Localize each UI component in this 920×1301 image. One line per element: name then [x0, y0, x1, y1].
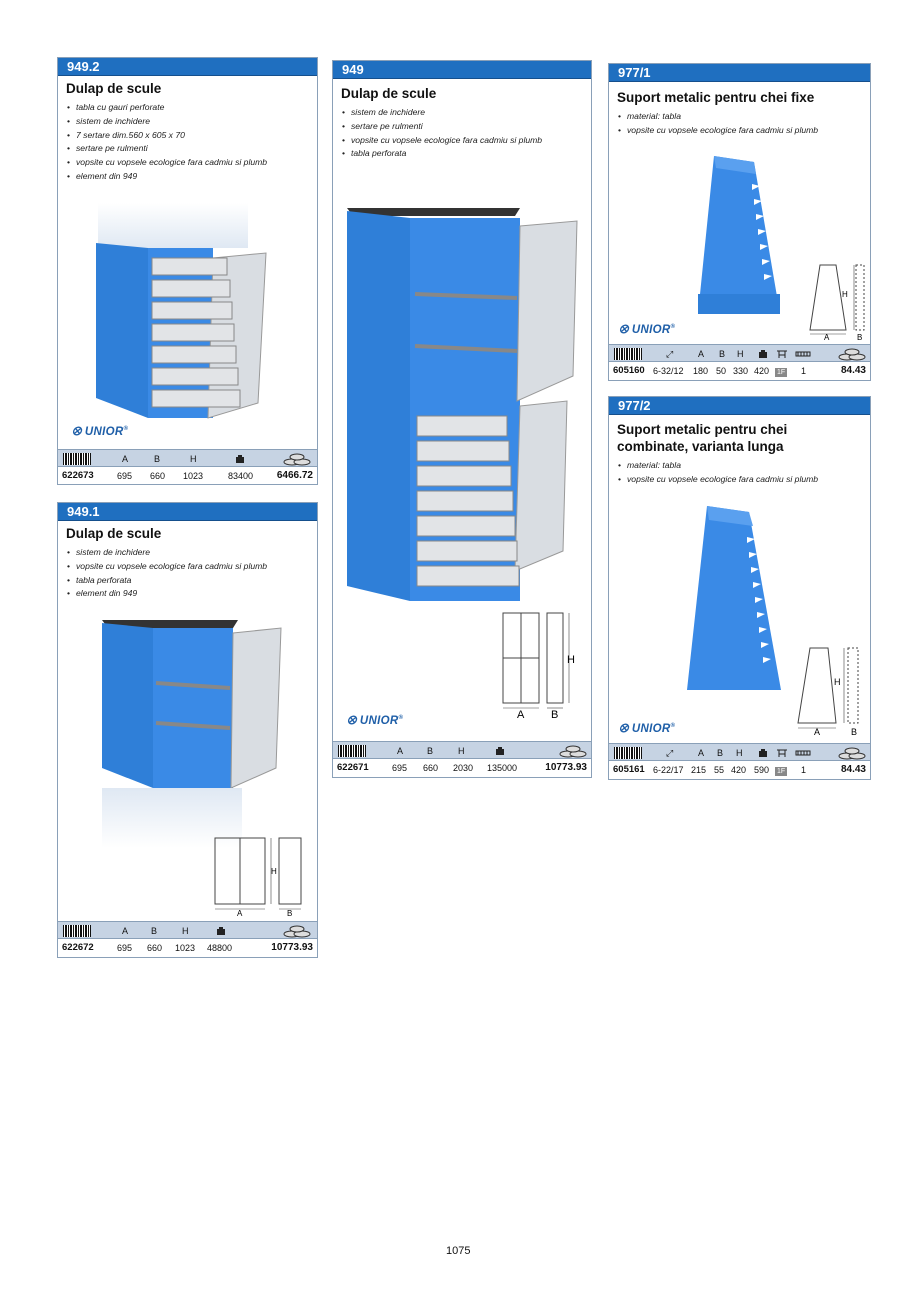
article-code: 605160: [613, 365, 645, 376]
coins-icon: [838, 746, 866, 760]
mount-type-cell: [775, 762, 787, 778]
column-a-header: A: [122, 926, 129, 936]
product-title: [609, 415, 870, 457]
spec-header-bar: [609, 344, 870, 362]
product-code-header: 977/1: [609, 64, 870, 82]
value-a: 695: [117, 471, 133, 481]
product-code-header: 949: [333, 61, 591, 79]
dimension-diagram: [213, 836, 313, 916]
feature-item: • vopsite cu vopsele ecologice fara cadmiu si plumb: [67, 560, 309, 574]
feature-item: • tabla perforata: [67, 574, 309, 588]
column-b-header: B: [719, 349, 726, 359]
dim-h-label: H: [567, 654, 575, 666]
article-code: 622671: [337, 762, 369, 773]
value-b: 660: [150, 471, 166, 481]
product-title: Suport metalic pentru chei fixe: [617, 90, 815, 105]
article-code: 622672: [62, 942, 94, 953]
unior-logo: ⭙ UNIOR®: [347, 715, 404, 727]
value-a: 695: [392, 763, 408, 773]
dim-b-label: B: [287, 909, 293, 916]
column-a-header: A: [698, 748, 705, 758]
column-b-header: B: [427, 746, 434, 756]
wrench-rack-image: [694, 154, 794, 324]
value-b: 660: [147, 943, 163, 953]
size-range-icon: ⤢: [666, 349, 674, 359]
value-quantity: 1: [801, 366, 807, 376]
barcode-icon: [614, 348, 642, 360]
unior-logo: ⭙ UNIOR®: [619, 723, 676, 735]
column-b-header: B: [717, 748, 724, 758]
coins-icon: [838, 347, 866, 361]
value-a: 215: [691, 765, 707, 775]
spec-header-bar: [609, 743, 870, 761]
feature-item: • sistem de inchidere: [67, 115, 309, 129]
product-card-977-2: [608, 396, 871, 780]
page-number: 1075: [446, 1245, 471, 1257]
column-h-header: H: [190, 454, 197, 464]
coins-icon: [283, 924, 311, 938]
weight-icon: [495, 746, 505, 756]
dim-b-label: B: [851, 727, 858, 737]
wrench-rack-image: [681, 502, 791, 697]
dim-a-label: A: [814, 727, 821, 737]
column-a-header: A: [397, 746, 404, 756]
feature-item: • 7 sertare dim.560 x 605 x 70: [67, 129, 309, 143]
feature-item: • vopsite cu vopsele ecologice fara cadmiu si plumb: [618, 473, 862, 487]
weight-icon: [758, 748, 768, 758]
spec-data-row: [333, 760, 591, 776]
product-title: Dulap de scule: [66, 526, 162, 541]
feature-item: • tabla perforata: [342, 147, 583, 161]
value-weight: 590: [754, 765, 770, 775]
dim-b-label: B: [857, 333, 863, 342]
coins-icon: [283, 452, 311, 466]
feature-item: • material: tabla: [618, 110, 862, 124]
barcode-icon: [614, 747, 642, 759]
column-h-header: H: [736, 748, 743, 758]
price: 84.43: [840, 365, 866, 376]
feature-list: [58, 544, 317, 601]
column-b-header: B: [151, 926, 158, 936]
value-h: 420: [731, 765, 747, 775]
cabinet-image: [98, 618, 288, 848]
feature-item: • element din 949: [67, 170, 309, 184]
wall-mount-icon: [776, 748, 788, 758]
value-b: 55: [714, 765, 725, 775]
wall-mount-icon: [776, 349, 788, 359]
mount-type-badge: 1F: [777, 369, 786, 376]
value-b: 660: [423, 763, 439, 773]
value-h: 2030: [453, 763, 474, 773]
feature-list: [609, 108, 870, 138]
product-code-header: 949.1: [58, 503, 317, 521]
weight-icon: [235, 454, 245, 464]
product-title-line-1: Suport metalic pentru chei: [617, 422, 788, 437]
product-code-header: 949.2: [58, 58, 317, 76]
feature-list: [333, 104, 591, 161]
feature-item: • tabla cu gauri perforate: [67, 101, 309, 115]
product-card-949-2: [57, 57, 318, 485]
wrench-count-icon: [795, 749, 811, 757]
feature-item: • vopsite cu vopsele ecologice fara cadmiu si plumb: [618, 124, 862, 138]
feature-item: • material: tabla: [618, 459, 862, 473]
unior-logo: ⭙ UNIOR®: [619, 324, 676, 336]
feature-list: [58, 99, 317, 184]
value-weight: 420: [754, 366, 770, 376]
dim-a-label: A: [824, 333, 830, 342]
feature-item: • vopsite cu vopsele ecologice fara cadmiu si plumb: [67, 156, 309, 170]
feature-item: • sistem de inchidere: [67, 546, 309, 560]
product-title: Dulap de scule: [66, 81, 162, 96]
value-h: 330: [733, 366, 749, 376]
mount-type-cell: [775, 363, 787, 379]
weight-icon: [216, 926, 226, 936]
price: 10773.93: [271, 942, 313, 953]
dim-h-label: H: [842, 290, 848, 299]
price: 10773.93: [545, 762, 587, 773]
value-weight: 135000: [487, 763, 518, 773]
drawer-cabinet-image: [88, 198, 288, 428]
spec-header-bar: [58, 921, 317, 939]
column-a-header: A: [122, 454, 129, 464]
article-code: 605161: [613, 764, 645, 775]
column-a-header: A: [698, 349, 705, 359]
full-cabinet-image: [345, 206, 585, 621]
price: 6466.72: [276, 470, 313, 481]
value-b: 50: [716, 366, 727, 376]
barcode-icon: [63, 453, 91, 465]
coins-icon: [559, 744, 587, 758]
value-a: 695: [117, 943, 133, 953]
weight-icon: [758, 349, 768, 359]
spec-data-row: [609, 762, 870, 778]
dim-h-label: H: [834, 677, 841, 687]
value-weight: 83400: [228, 471, 254, 481]
value-h: 1023: [175, 943, 196, 953]
value-quantity: 1: [801, 765, 807, 775]
dim-a-label: A: [237, 909, 243, 916]
spec-data-row: [58, 940, 317, 956]
dimension-diagram: [501, 611, 581, 721]
dim-h-label: H: [271, 867, 277, 876]
spec-header-bar: [333, 741, 591, 759]
column-h-header: H: [737, 349, 744, 359]
product-title-line-2: combinate, varianta lunga: [617, 439, 784, 454]
spec-data-row: [609, 363, 870, 379]
barcode-icon: [338, 745, 366, 757]
product-title: Dulap de scule: [341, 86, 437, 101]
column-h-header: H: [182, 926, 189, 936]
barcode-icon: [63, 925, 91, 937]
article-code: 622673: [62, 470, 94, 481]
size-range-icon: ⤢: [666, 748, 674, 758]
column-h-header: H: [458, 746, 465, 756]
value-h: 1023: [183, 471, 204, 481]
value-size-range: 6-32/12: [653, 366, 684, 376]
feature-item: • element din 949: [67, 587, 309, 601]
product-card-977-1: [608, 63, 871, 381]
column-b-header: B: [154, 454, 161, 464]
wrench-count-icon: [795, 350, 811, 358]
feature-item: • vopsite cu vopsele ecologice fara cadmiu si plumb: [342, 134, 583, 148]
feature-list: [609, 457, 870, 487]
dim-b-label: B: [551, 709, 559, 721]
feature-item: • sertare pe rulmenti: [67, 142, 309, 156]
value-weight: 48800: [207, 943, 233, 953]
product-card-949-1: [57, 502, 318, 958]
dim-a-label: A: [517, 709, 525, 721]
feature-item: • sistem de inchidere: [342, 106, 583, 120]
value-size-range: 6-22/17: [653, 765, 684, 775]
unior-logo: ⭙ UNIOR®: [72, 426, 129, 438]
product-code-header: 977/2: [609, 397, 870, 415]
dimension-diagram: [794, 645, 866, 737]
dimension-diagram: [806, 262, 868, 342]
spec-data-row: [58, 468, 317, 484]
spec-header-bar: [58, 449, 317, 467]
price: 84.43: [840, 764, 866, 775]
product-card-949: [332, 60, 592, 778]
feature-item: • sertare pe rulmenti: [342, 120, 583, 134]
value-a: 180: [693, 366, 709, 376]
mount-type-badge: 1F: [777, 768, 786, 775]
